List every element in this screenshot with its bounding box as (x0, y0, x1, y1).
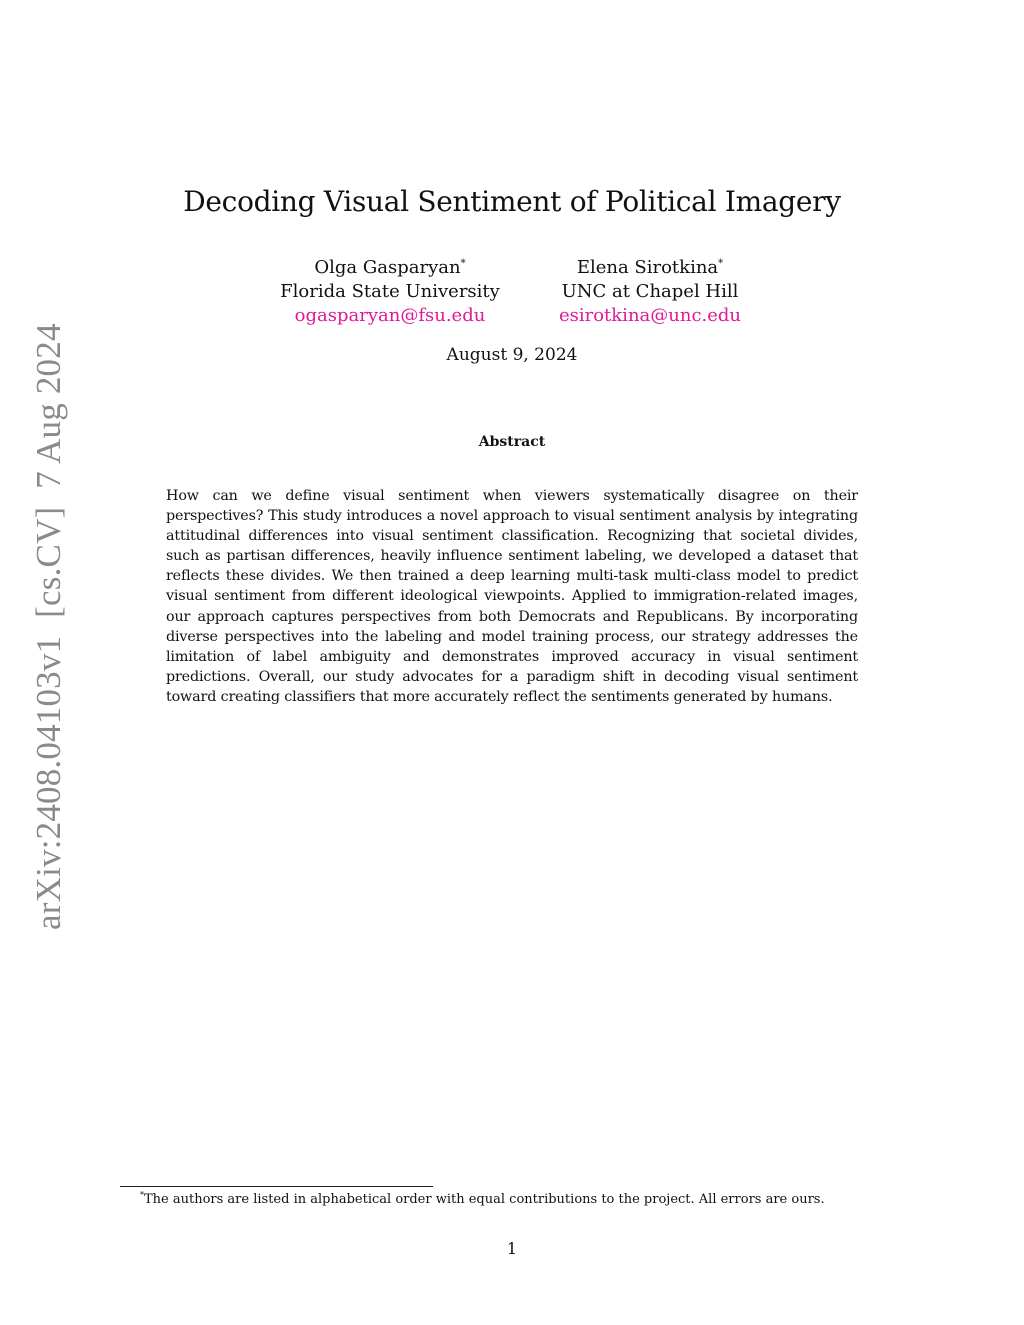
author-name-line (530, 256, 770, 280)
author-affiliation: UNC at Chapel Hill (561, 281, 739, 302)
author-footnote-mark: * (718, 258, 724, 269)
abstract-heading: Abstract (478, 434, 546, 450)
footnote-text: The authors are listed in alphabetical order with equal contributions to the project. All errors are ours. (144, 1192, 825, 1207)
paper-title: Decoding Visual Sentiment of Political Imagery (183, 185, 841, 218)
author-block-2 (530, 256, 770, 328)
author-email-link[interactable]: esirotkina@unc.edu (558, 305, 742, 326)
author-block-1 (270, 256, 510, 328)
author-name: Elena Sirotkina (576, 257, 719, 278)
arxiv-identifier-stamp: arXiv:2408.04103v1 [cs.CV] 7 Aug 2024 (29, 323, 68, 930)
author-name: Olga Gasparyan (314, 257, 461, 278)
page-number: 1 (506, 1239, 518, 1258)
footnote-divider (120, 1186, 433, 1187)
author-footnote-mark: * (460, 258, 466, 269)
footnote (140, 1192, 825, 1207)
author-email-link[interactable]: ogasparyan@fsu.edu (294, 305, 486, 326)
author-affiliation: Florida State University (280, 281, 500, 302)
abstract-text: How can we define visual sentiment when viewers systematically disagree on their perspectives? This study introduces a novel approach to visual sentiment analysis by integrating attitudinal differences into visual sentiment classification. Recognizing that societal divides, such as partisan differences, heavily influence sentiment labeling, we developed a dataset that reflects these divides. We then trained a deep learning multi-task multi-class model to predict visual sentiment from different ideological viewpoints. Applied to immigration-related images, our approach captures perspectives from both Democrats and Republicans. By incorporating diverse perspectives into the labeling and model training process, our strategy addresses the limitation of label ambiguity and demonstrates improved accuracy in visual sentiment predictions. Overall, our study advocates for a paradigm shift in decoding visual sentiment toward creating classifiers that more accurately reflect the sentiments generated by humans. (166, 488, 858, 705)
footnote-mark: * (140, 1190, 144, 1200)
paper-date: August 9, 2024 (446, 345, 578, 365)
author-name-line (270, 256, 510, 280)
